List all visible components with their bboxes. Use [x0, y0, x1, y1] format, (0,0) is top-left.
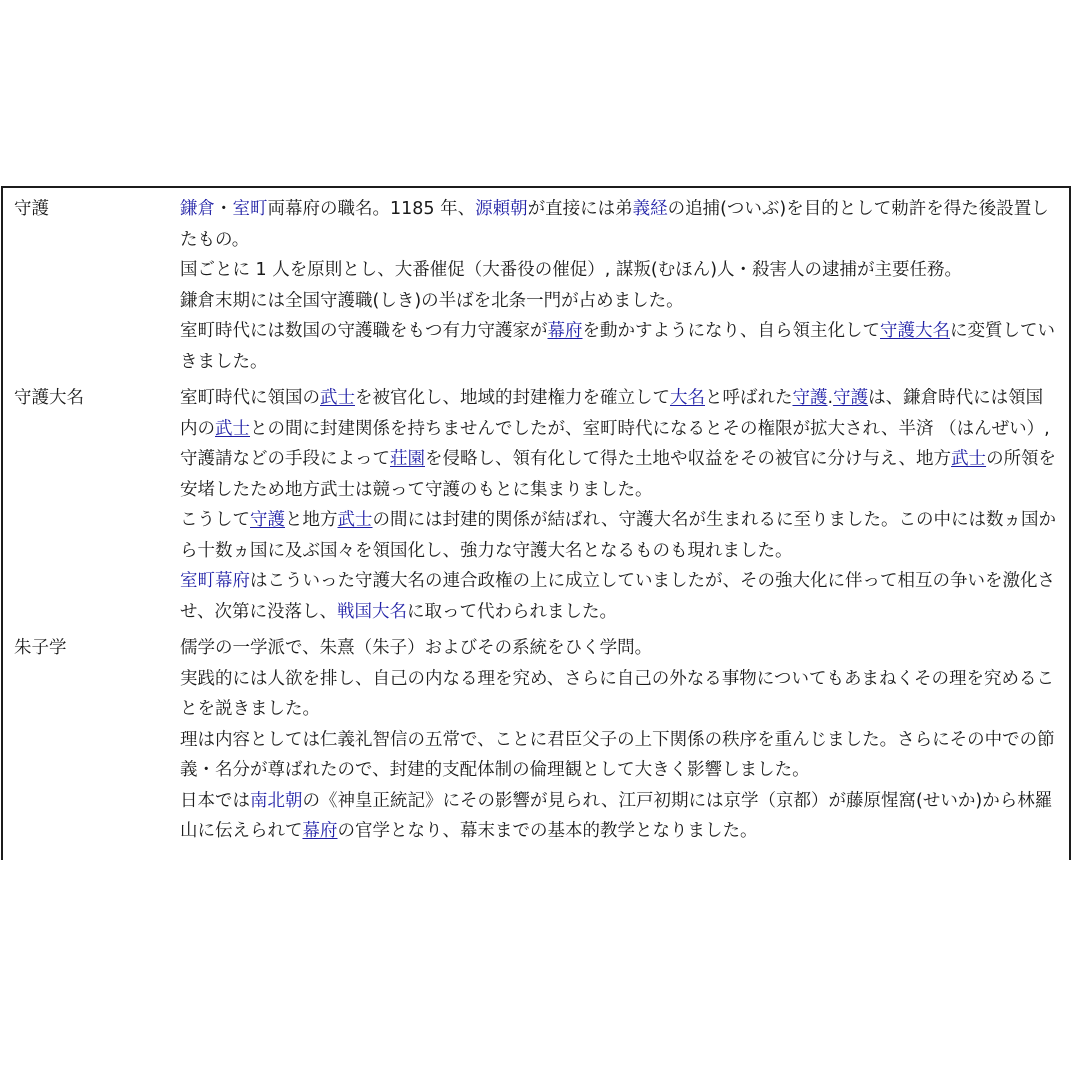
definition-text: こうして	[180, 510, 250, 530]
definition-text: はこういった守護大名の連合政権の上に成立していましたが、その強大化に伴って相互の争いを激化させ、次第に没落し、	[180, 571, 1055, 622]
definition-paragraph	[180, 786, 1059, 847]
term-link[interactable]: 武士	[951, 449, 987, 469]
definition-text: と呼ばれた	[705, 388, 793, 408]
definition-text: を被官化し、地域的封建権力を確立して	[355, 388, 670, 408]
term-link[interactable]: 荘園	[390, 449, 425, 469]
term-link[interactable]: 武士	[320, 388, 355, 408]
term-link[interactable]: 戦国大名	[336, 601, 407, 622]
definition-text: の官学となり、幕末までの基本的教学となりました。	[337, 821, 758, 841]
definition-text: と地方	[285, 510, 338, 530]
glossary-term: 守護	[14, 199, 49, 219]
definition-text: が直接には弟	[527, 199, 633, 219]
definition-text: 儒学の一学派で、朱熹（朱子）およびその系統をひく学問。	[180, 638, 653, 658]
term-link[interactable]: 守護	[792, 388, 828, 408]
glossary-term: 守護大名	[14, 388, 84, 408]
definition-text: に取って代わられました。	[406, 601, 617, 622]
term-link[interactable]: 幕府	[547, 321, 583, 341]
definition-paragraph	[180, 194, 1059, 255]
term-link[interactable]: 南北朝	[250, 790, 303, 811]
definition-text: 室町時代に領国の	[180, 388, 320, 408]
definition-text: の追捕(ついぶ)を目的として勅許を得た後設置したもの。	[180, 199, 1049, 250]
definition-text: 日本では	[180, 790, 250, 811]
glossary-definition	[180, 627, 1069, 847]
definition-paragraph	[180, 725, 1059, 786]
definition-text: 理は内容としては仁義礼智信の五常で、ことに君臣父子の上下関係の秩序を重んじました。さらにその中での節義・名分が尊ばれたので、封建的支配体制の倫理観として大きく影響しました。	[180, 729, 1055, 780]
definition-paragraph	[180, 664, 1059, 725]
definition-paragraph	[180, 316, 1059, 377]
term-link[interactable]: 守護	[833, 388, 869, 408]
definition-paragraph	[180, 255, 1059, 286]
definition-text: を動かすようになり、自ら領主化して	[582, 321, 880, 341]
term-link[interactable]: 室町	[232, 199, 268, 219]
term-link[interactable]: 鎌倉	[180, 199, 215, 219]
definition-text: を侵略し、領有化して得た土地や収益をその被官に分け与え、地方	[425, 449, 952, 469]
glossary-list	[3, 188, 1069, 847]
glossary-entry	[3, 188, 1069, 377]
definition-text: との間に封建関係を持ちませんでしたが、室町時代になるとその権限が拡大され、半済 （はんぜい）, 守護請などの手段によって	[180, 418, 1050, 469]
definition-text: 室町時代には数国の守護職をもつ有力守護家が	[180, 321, 548, 341]
definition-text: の所領を安堵したため地方武士は競って守護のもとに集まりました。	[180, 449, 1057, 500]
definition-text: に変質していきました。	[180, 321, 1055, 372]
glossary-definition	[180, 377, 1069, 627]
term-link[interactable]: 武士	[337, 510, 373, 530]
definition-paragraph	[180, 633, 1059, 664]
definition-text: ・	[215, 199, 233, 219]
term-link[interactable]: 武士	[215, 418, 250, 439]
definition-text: の間には封建的関係が結ばれ、守護大名が生まれるに至りました。この中には数ヵ国から十数ヵ国に及ぶ国々を領国化し、強力な守護大名となるものも現れました。	[180, 510, 1057, 561]
definition-paragraph	[180, 383, 1059, 505]
definition-paragraph	[180, 505, 1059, 566]
definition-text: .	[827, 388, 834, 408]
definition-text: の《神皇正統記》にその影響が見られ、江戸初期には京学（京都）が藤原惺窩(せいか)から林羅山に伝えられて	[180, 790, 1053, 841]
definition-text: 両幕府の職名。1185 年、	[267, 199, 476, 219]
definition-text: 鎌倉末期には全国守護職(しき)の半ばを北条一門が占めました。	[180, 290, 684, 311]
definition-text: 国ごとに 1 人を原則とし、大番催促（大番役の催促）, 謀叛(むほん)人・殺害人の逮捕が主要任務。	[180, 260, 963, 280]
glossary-entry	[3, 377, 1069, 627]
glossary-entry	[3, 627, 1069, 847]
definition-paragraph	[180, 286, 1059, 317]
term-link[interactable]: 室町幕府	[180, 571, 250, 591]
definition-text: 実践的には人欲を排し、自己の内なる理を究め、さらに自己の外なる事物についてもあまねくその理を究めることを説きました。	[180, 668, 1054, 719]
glossary-term: 朱子学	[14, 638, 67, 658]
glossary-panel	[1, 186, 1071, 860]
term-link[interactable]: 義経	[632, 199, 668, 219]
term-link[interactable]: 守護大名	[880, 321, 950, 341]
term-link[interactable]: 源頼朝	[475, 199, 528, 219]
term-link[interactable]: 守護	[250, 510, 285, 530]
term-link[interactable]: 大名	[670, 388, 705, 408]
definition-paragraph	[180, 566, 1059, 627]
definition-text: は、鎌倉時代には領国内の	[180, 388, 1044, 439]
term-link[interactable]: 幕府	[302, 821, 338, 841]
glossary-definition	[180, 188, 1069, 377]
